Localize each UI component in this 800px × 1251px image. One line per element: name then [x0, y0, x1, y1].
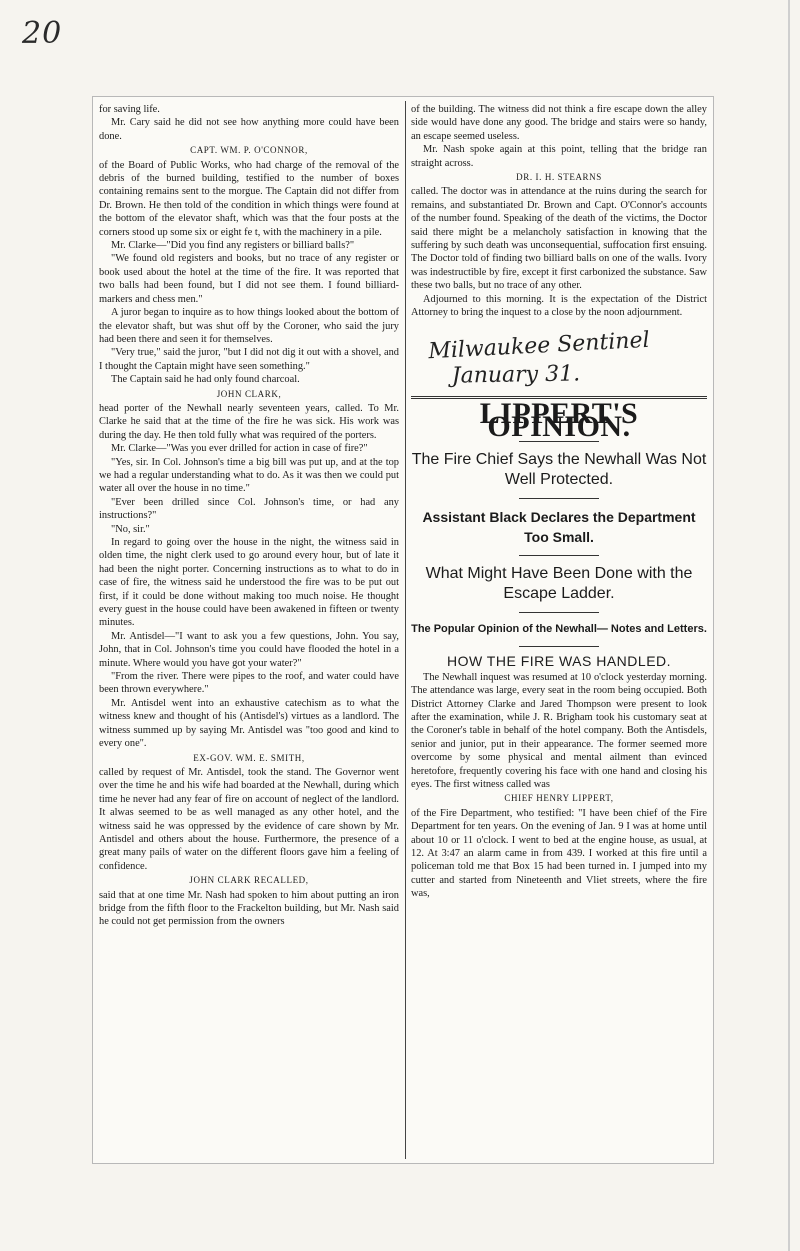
- article-paragraph: "Very true," said the juror, "but I did not dig it out with a shovel, and I thought the Captain might have seen something.": [99, 347, 399, 372]
- article-paragraph: Mr. Clarke—"Did you find any registers or billiard balls?": [111, 240, 355, 252]
- article-paragraph: A juror began to inquire as to how things looked about the bottom of the elevator shaft, but was shut off by the Coroner, who said the jury had been there and seen it for themselves.: [99, 307, 399, 345]
- handwriting-source: Milwaukee Sentinel: [427, 327, 651, 364]
- right-column: [411, 103, 707, 901]
- article-paragraph: called by request of Mr. Antisdel, took the stand. The Governor went over the time he and his wife had boarded at the Newhall, during which time he never had any fear of fire on account of neglect of the landlord. It alwas seemed to be as well managed as any other hotel, and the witness said he was oppressed by the evidence of care shown by Mr. Antisdel and others about the house. Furthermore, the presence of a great many pails of water on the different floors gave him a feeling of confidence.: [99, 766, 399, 872]
- article-paragraph: called. The doctor was in attendance at the ruins during the search for remains, and substantiated Dr. Brown and Capt. O'Connor's accounts of the number found. Speaking of the death of the victims, the Doctor said there might be a melancholy satisfaction in knowing that the suffering by such death was unconsequential, suffocation first ensuing. The Doctor told of finding two billiard balls on one of the walls. Ivory was indestructible by fire, except it first carbonized the substance. Saw these two balls, but no trace of any other.: [411, 186, 707, 292]
- article-paragraph: "Ever been drilled since Col. Johnson's time, or had any instructions?": [99, 496, 399, 522]
- article-paragraph: head porter of the Newhall nearly seventeen years, called. To Mr. Clarke he said that at the time of the fire he was sick. His work was during the day. He then told fully what was required of the porters.: [99, 402, 399, 441]
- right-column-top: [411, 103, 707, 320]
- article-paragraph: of the Board of Public Works, who had charge of the removal of the debris of the burned building, testified to the number of boxes containing remains sent to the morgue. The Captain did not differ from Dr. Brown. He then told of the condition in which things were found at the bottom of the elevator shaft, which was that the four posts at the corners stood up some six or eight fe t, with the machinery in a pile.: [99, 159, 399, 238]
- article-paragraph: Mr. Nash spoke again at this point, telling that the bridge ran straight across.: [411, 144, 707, 169]
- section-heading: HOW THE FIRE WAS HANDLED.: [446, 653, 672, 670]
- article-paragraph: "No, sir.": [111, 523, 150, 535]
- article-paragraph: Adjourned to this morning. It is the expectation of the District Attorney to bring the inquest to a close by the noon adjournment.: [411, 293, 707, 319]
- witness-subhead: CAPT. WM. P. O'CONNOR,: [190, 145, 308, 156]
- deck-2: Assistant Black Declares the Department Too Small.: [422, 509, 696, 546]
- deck-1: The Fire Chief Says the Newhall Was Not Well Protected.: [411, 451, 707, 489]
- article-paragraph: of the Fire Department, who testified: "I have been chief of the Fire Department for ten years. On the evening of Jan. 9 I was at home until about 10 or 11 o'clock. I went to bed at the engine house, as usual, at 12. At 3:47 an alarm came in from 439. I worked at this fire until a policeman told me that Box 15 had been turned in. I jumped into my cutter and started from Nineteenth and Vliet streets, where the fire was,: [411, 807, 707, 900]
- article-paragraph: said that at one time Mr. Nash had spoken to him about putting an iron bridge from the fifth floor to the Frackelton building, but Mr. Nash said he could not get permission from the owners: [99, 889, 399, 928]
- deck-rule: [519, 612, 599, 613]
- deck-rule: [519, 555, 599, 556]
- witness-subhead: JOHN CLARK,: [216, 388, 282, 399]
- witness-subhead: DR. I. H. STEARNS: [516, 172, 602, 183]
- article-paragraph: "We found old registers and books, but no trace of any register or book used about the hotel at the time of the fire. It was reported that two balls had been found, but I did not see them. I found billiard-markers and chess men.": [99, 253, 399, 305]
- deck-rule: [519, 498, 599, 499]
- handwriting-date: January 31.: [451, 360, 581, 389]
- article-headline: LIPPERT'S OPINION.: [479, 396, 639, 443]
- handwritten-annotation: [428, 322, 709, 396]
- article-paragraph: Mr. Antisdel went into an exhaustive catechism as to what the witness knew and thought of his (Antisdel's) virtues as a landlord. The witness summed up by saying Mr. Antisdel was "too good and kind to every one".: [99, 697, 399, 750]
- right-column-bottom: [411, 671, 707, 901]
- article-paragraph: Mr. Clarke—"Was you ever drilled for action in case of fire?": [111, 443, 368, 455]
- witness-subhead: CHIEF HENRY LIPPERT,: [504, 793, 614, 804]
- article-paragraph: The Captain said he had only found charcoal.: [111, 374, 300, 386]
- article-paragraph: for saving life.: [99, 104, 160, 115]
- page-number: 20: [22, 16, 63, 51]
- newspaper-clipping: [92, 96, 714, 1164]
- article-paragraph: "From the river. There were pipes to the roof, and water could have been thrown everywhere.": [99, 671, 399, 696]
- article-paragraph: The Newhall inquest was resumed at 10 o'clock yesterday morning. The attendance was large, every seat in the room being occupied. Both District Attorney Clarke and Jared Thompson were present to look after the examination, while J. R. Brigham took his customary seat at the Coroner's table in behalf of the hotel company. Both the Antisdels, senior and junior, put in their appearance. The former seemed more overcome by some physical and mental ailment than evinced heretofore, frequently covering his face with one hand and closing his eyes. The first witness called was: [411, 671, 707, 790]
- witness-subhead: JOHN CLARK RECALLED,: [189, 875, 309, 886]
- article-paragraph: Mr. Cary said he did not see how anything more could have been done.: [99, 117, 399, 142]
- edge-rule: [788, 0, 790, 1251]
- article-paragraph: Mr. Antisdel—"I want to ask you a few questions, John. You say, John, that in Col. Johnson's time you could have flooded the hotel in a minute. Where would you have got your water?": [99, 630, 399, 669]
- deck-rule: [519, 646, 599, 647]
- article-paragraph: In regard to going over the house in the night, the witness said in olden time, the night clerk used to go around every hour, but of late it had been the night porter. Concerning instructions as to what to do in case of fire, the witness said he understood the fire was to be put out first, if it could be done without making too much noise. He thought every guest in the house could have been awakened in fifteen or twenty minutes.: [99, 537, 399, 629]
- article-paragraph: "Yes, sir. In Col. Johnson's time a big bill was put up, and at the top we had a regular understanding what to do. As it was then we could put water all over the house in no time.": [99, 456, 399, 495]
- deck-4: The Popular Opinion of the Newhall— Notes and Letters.: [411, 623, 707, 636]
- column-divider: [405, 101, 406, 1159]
- witness-subhead: EX-GOV. WM. E. SMITH,: [193, 752, 305, 763]
- article-paragraph: of the building. The witness did not think a fire escape down the alley side would have done any good. The bridge and stairs were so handy, an escape seemed useless.: [411, 104, 707, 142]
- left-column: [99, 103, 399, 929]
- deck-3: What Might Have Been Done with the Escape Ladder.: [425, 565, 693, 603]
